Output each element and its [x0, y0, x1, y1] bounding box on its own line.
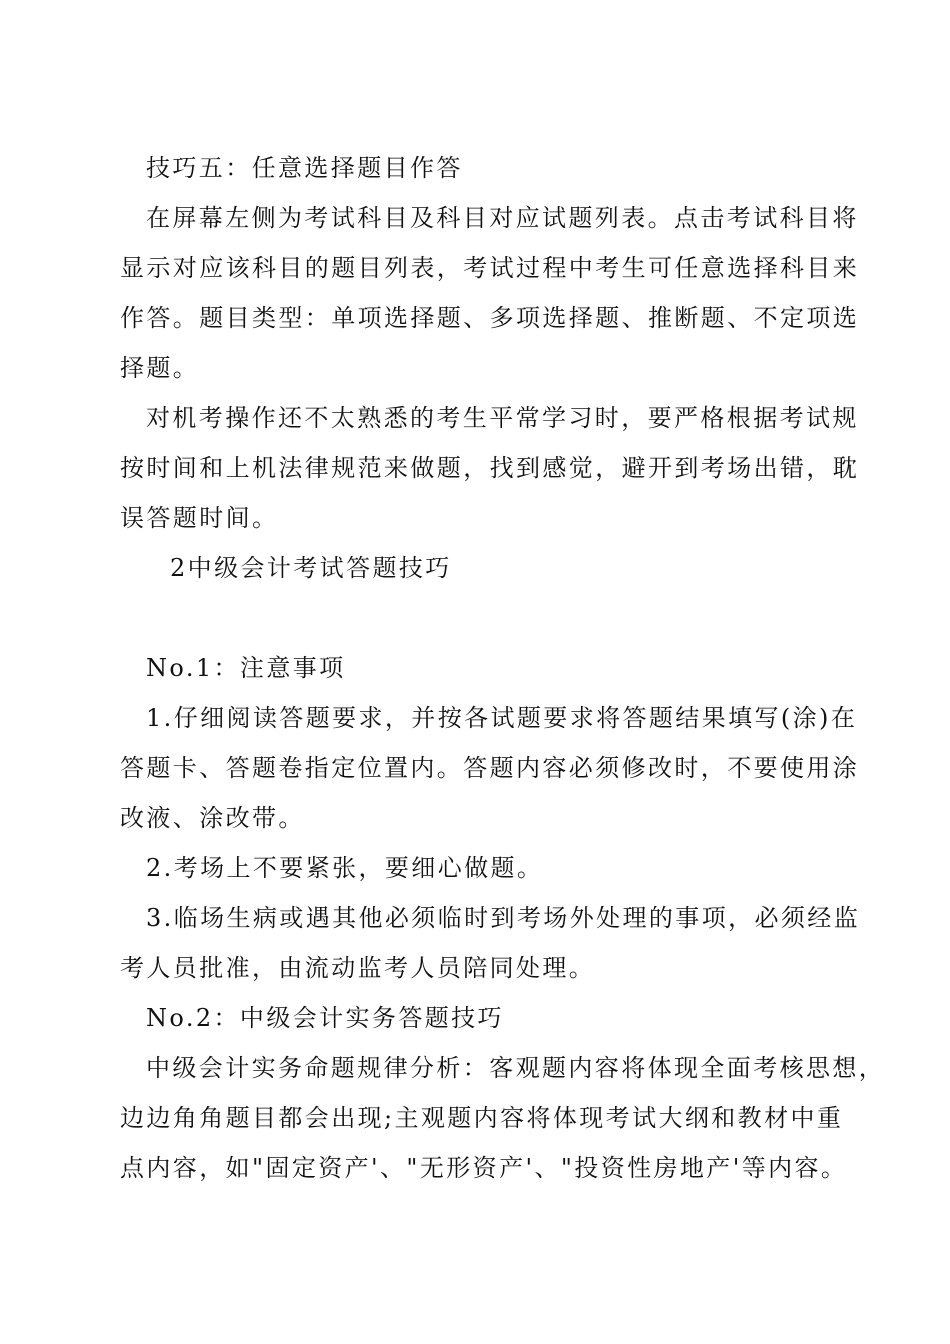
paragraph-line: 考人员批准，由流动监考人员陪同处理。: [120, 954, 596, 982]
list-item: 2.考场上不要紧张，要细心做题。: [146, 854, 544, 882]
paragraph-line: 答题卡、答题卷指定位置内。答题内容必须修改时，不要使用涂: [120, 754, 860, 782]
paragraph-line: 对机考操作还不太熟悉的考生平常学习时，要严格根据考试规: [146, 404, 859, 432]
paragraph-line: 作答。题目类型：单项选择题、多项选择题、推断题、不定项选: [120, 304, 860, 332]
section-heading: 2中级会计考试答题技巧: [170, 554, 452, 582]
heading-tip-five: 技巧五：任意选择题目作答: [146, 154, 463, 182]
paragraph-line: 显示对应该科目的题目列表，考试过程中考生可任意选择科目来: [120, 254, 860, 282]
subheading-no2: No.2：中级会计实务答题技巧: [146, 1004, 504, 1032]
subheading-no1: No.1：注意事项: [146, 654, 346, 682]
paragraph-line: 在屏幕左侧为考试科目及科目对应试题列表。点击考试科目将: [146, 204, 859, 232]
list-item: 3.临场生病或遇其他必须临时到考场外处理的事项，必须经监: [146, 904, 861, 932]
paragraph-line: 点内容，如"固定资产'、"无形资产'、"投资性房地产'等内容。: [120, 1154, 848, 1182]
list-item: 1.仔细阅读答题要求，并按各试题要求将答题结果填写(涂)在: [146, 704, 858, 732]
paragraph-line: 边边角角题目都会出现;主观题内容将体现考试大纲和教材中重: [120, 1104, 844, 1132]
paragraph-line: 误答题时间。: [120, 504, 279, 532]
paragraph-line: 改液、涂改带。: [120, 804, 305, 832]
paragraph-line: 中级会计实务命题规律分析：客观题内容将体现全面考核思想，: [146, 1054, 886, 1082]
paragraph-line: 择题。: [120, 354, 200, 382]
paragraph-line: 按时间和上机法律规范来做题，找到感觉，避开到考场出错，耽: [120, 454, 860, 482]
